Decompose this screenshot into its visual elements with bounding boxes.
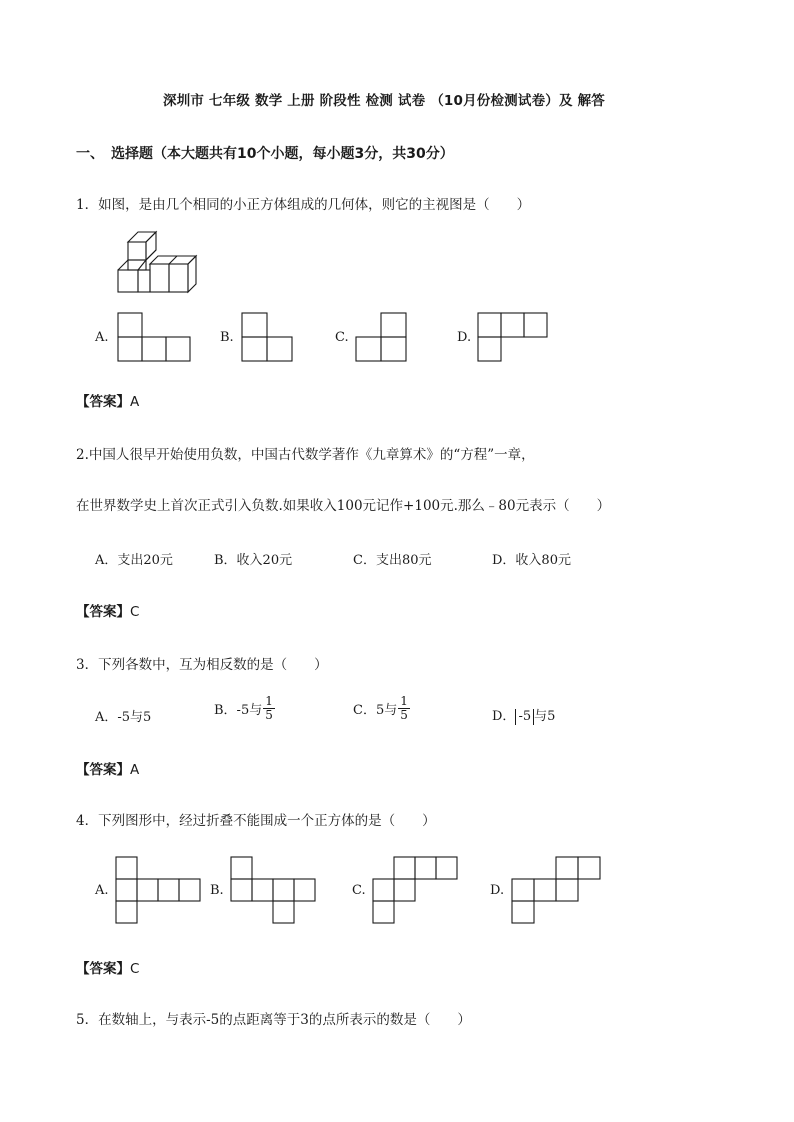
fraction-numerator: 1	[400, 694, 408, 708]
question-3-option-a[interactable]: A．-5与5	[95, 710, 152, 725]
question-1-option-b-figure	[242, 313, 294, 361]
question-4-stem: 4．下列图形中，经过折叠不能围成一个正方体的是（ ）	[76, 813, 436, 829]
question-1-option-c-figure	[356, 313, 408, 361]
answer-label: 【答案】	[76, 604, 130, 620]
question-1-option-a-figure	[118, 313, 192, 361]
fraction-denominator: 5	[265, 708, 273, 722]
question-4-option-b-label[interactable]: B.	[210, 883, 224, 898]
absolute-value: -5	[515, 709, 534, 725]
question-1-solid-figure	[118, 232, 198, 294]
question-4-option-c-net	[373, 857, 465, 923]
question-1-option-c-label[interactable]: C.	[335, 330, 349, 345]
option-d-label: D．	[492, 709, 516, 724]
fraction-denominator: 5	[400, 708, 408, 722]
fraction-numerator: 1	[265, 694, 273, 708]
question-2-option-a[interactable]: A．支出20元	[95, 553, 173, 568]
question-1-option-d-label[interactable]: D.	[457, 330, 472, 345]
question-1-answer	[76, 390, 139, 410]
question-3-answer	[76, 758, 139, 778]
question-4-option-c-label[interactable]: C.	[352, 883, 366, 898]
answer-value: C	[130, 604, 140, 620]
option-d-suffix: 与5	[534, 709, 556, 724]
question-1-option-b-label[interactable]: B.	[220, 330, 234, 345]
question-2-stem-line-2: 在世界数学史上首次正式引入负数.如果收入100元记作+100元.那么﹣80元表示（ ）	[76, 498, 611, 514]
fraction-one-fifth	[263, 695, 275, 722]
question-4-option-d-net	[512, 857, 604, 923]
question-3-stem: 3．下列各数中，互为相反数的是（ ）	[76, 657, 328, 673]
question-4-option-b-net	[231, 857, 323, 923]
answer-label: 【答案】	[76, 394, 130, 410]
option-c-text: C．5与	[353, 703, 398, 718]
question-3-option-b[interactable]	[214, 695, 275, 722]
question-4-option-a-label[interactable]: A.	[95, 883, 109, 898]
question-1-stem: 1．如图，是由几个相同的小正方体组成的几何体，则它的主视图是（ ）	[76, 197, 531, 213]
question-4-option-d-label[interactable]: D.	[490, 883, 505, 898]
answer-value: A	[130, 394, 140, 410]
question-3-option-d[interactable]	[492, 705, 555, 725]
question-2-answer	[76, 600, 139, 620]
question-1-option-d-figure	[478, 313, 550, 361]
question-3-option-c[interactable]	[353, 695, 410, 722]
document-title: 深圳市 七年级 数学 上册 阶段性 检测 试卷 （10月份检测试卷）及 解答	[163, 93, 605, 109]
question-4-answer	[76, 957, 139, 977]
answer-label: 【答案】	[76, 961, 130, 977]
question-4-option-a-net	[116, 857, 208, 923]
question-2-option-c[interactable]: C．支出80元	[353, 553, 432, 568]
section-number: 一、	[76, 146, 104, 162]
question-2-stem-line-1: 2.中国人很早开始使用负数，中国古代数学著作《九章算术》的“方程”一章，	[76, 447, 535, 463]
question-1-option-a-label[interactable]: A.	[95, 330, 109, 345]
question-5-stem: 5．在数轴上，与表示-5的点距离等于3的点所表示的数是（ ）	[76, 1012, 471, 1028]
question-2-option-b[interactable]: B．收入20元	[214, 553, 293, 568]
fraction-one-fifth	[398, 695, 410, 722]
answer-value: C	[130, 961, 140, 977]
section-heading: 选择题（本大题共有10个小题，每小题3分，共30分）	[111, 146, 454, 162]
answer-label: 【答案】	[76, 762, 130, 778]
option-b-text: B．-5与	[214, 703, 263, 718]
answer-value: A	[130, 762, 140, 778]
question-2-option-d[interactable]: D．收入80元	[492, 553, 571, 568]
